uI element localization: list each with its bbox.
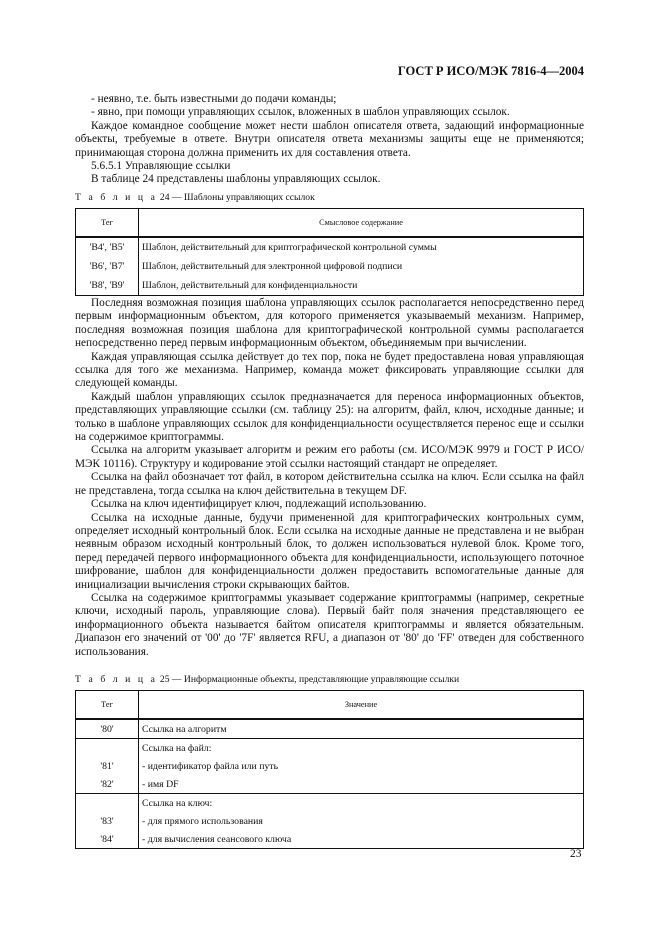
table-row: [76, 257, 584, 276]
paragraph: Последняя возможная позиция шаблона управляющих ссылок располагается непосредственно перед первым информационным объектом, для которого применяется указываемый механизм. Например, последняя возможная позиция шаблона для криптографической контрольной суммы располагается непосредственно перед первым информационным объектом, объединяемым при вычислении.: [75, 297, 584, 350]
tag-cell: '83': [76, 812, 139, 830]
table-row: [76, 794, 584, 813]
column-header: Значение: [139, 691, 584, 720]
column-header: Смысловое содержание: [139, 209, 584, 238]
value-cell: - идентификатор файла или путь: [139, 757, 584, 775]
tag-cell: 'B8', 'B9': [76, 276, 139, 296]
document-header: ГОСТ Р ИСО/МЭК 7816-4—2004: [397, 64, 584, 78]
tag-cell: '82': [76, 775, 139, 794]
paragraph: Ссылка на исходные данные, будучи примененной для криптографических контрольных сумм, определяет исходный контрольный блок. Если ссылка на исходные данные не представлена и не выбран неявным образом исходный контрольный блок, то должен использоваться нулевой блок. Кроме того, перед передачей первого информационного объекта для конфиденциальности, использующего поточное шифрование, шаблон для конфиденциальности должен предоставить вспомогательные данные для инициализации вычисления строки скрывающих байтов.: [75, 511, 584, 591]
paragraph: Ссылка на алгоритм указывает алгоритм и режим его работы (см. ИСО/МЭК 9979 и ГОСТ Р ИСО/МЭК 10116). Структуру и кодирование этой ссылки настоящий стандарт не определяет.: [75, 444, 584, 470]
value-cell: - для прямого использования: [139, 812, 584, 830]
paragraph: Каждая управляющая ссылка действует до тех пор, пока не будет предоставлена новая управляющая ссылка для того же механизма. Например, команда может фиксировать управляющие ссылки для следующей команды.: [75, 350, 584, 390]
tag-cell: '81': [76, 757, 139, 775]
paragraph: Ссылка на файл обозначает тот файл, в котором действительна ссылка на ключ. Если ссылка на файл не представлена, тогда ссылка на ключ действительна в текущем DF.: [75, 471, 584, 497]
paragraph: Каждый шаблон управляющих ссылок предназначается для переноса информационных объектов, представляющих управляющие ссылки (см. таблицу 25): на алгоритм, файл, ключ, исходные данные; и только в шаблоне управляющих ссылок для конфиденциальности осуществляется перенос еще и ссылки на содержимое криптограммы.: [75, 390, 584, 444]
paragraph: Ссылка на содержимое криптограммы указывает содержание криптограммы (например, секретные ключи, исходный пароль, управляющие слова). Первый байт поля значения представляющего ее информационного объекта называется байтом описателя криптограммы и является обязательным. Диапазон его значений от '00' до '7F' является RFU, а диапазон от '80' до 'FF' отведен для собственного использования.: [75, 591, 584, 658]
caption-text: 25 — Информационные объекты, представляющие управляющие ссылки: [159, 674, 460, 685]
caption-text: 24 — Шаблоны управляющих ссылок: [159, 192, 315, 203]
table-row: [76, 757, 584, 775]
table-row: [76, 775, 584, 794]
table-row: [76, 237, 584, 257]
intro-text: [75, 93, 584, 187]
paragraph: В таблице 24 представлены шаблоны управляющих ссылок.: [91, 173, 381, 186]
table-row: [76, 739, 584, 758]
page-number: 23: [570, 848, 582, 860]
table-row: [76, 812, 584, 830]
paragraph: Ссылка на ключ идентифицирует ключ, подлежащий использованию.: [91, 498, 427, 511]
table24-caption: [75, 192, 315, 203]
value-cell: Ссылка на алгоритм: [139, 719, 584, 739]
value-cell: Ссылка на ключ:: [139, 794, 584, 813]
tag-cell: [76, 739, 139, 758]
section-heading: 5.6.5.1 Управляющие ссылки: [91, 160, 231, 173]
tag-cell: '84': [76, 830, 139, 849]
tag-cell: '80': [76, 719, 139, 739]
value-cell: Ссылка на файл:: [139, 739, 584, 758]
column-header: Тег: [76, 691, 139, 720]
body-text: [75, 297, 584, 659]
caption-prefix: Т а б л и ц а: [75, 192, 158, 203]
paragraph: Каждое командное сообщение может нести шаблон описателя ответа, задающий информационные объекты, требуемые в ответе. Внутри описателя ответа механизмы защиты еще не применяются; принимающая сторона должна применить их для составления ответа.: [75, 119, 584, 159]
content-cell: Шаблон, действительный для криптографической контрольной суммы: [139, 237, 584, 257]
column-header: Тег: [76, 209, 139, 238]
value-cell: - имя DF: [139, 775, 584, 794]
tag-cell: 'B6', 'B7': [76, 257, 139, 276]
content-cell: Шаблон, действительный для конфиденциальности: [139, 276, 584, 296]
table-row: [76, 830, 584, 849]
paragraph: - неявно, т.е. быть известными до подачи команды;: [91, 93, 337, 105]
paragraph: - явно, при помощи управляющих ссылок, вложенных в шаблон управляющих ссылок.: [91, 106, 510, 119]
table-24: [75, 208, 584, 296]
table-row: [76, 719, 584, 739]
content-cell: Шаблон, действительный для электронной цифровой подписи: [139, 257, 584, 276]
table-25: [75, 690, 584, 849]
value-cell: - для вычисления сеансового ключа: [139, 830, 584, 849]
tag-cell: [76, 794, 139, 813]
caption-prefix: Т а б л и ц а: [75, 674, 158, 685]
table25-caption: [75, 674, 459, 685]
table-row: [76, 276, 584, 296]
tag-cell: 'B4', 'B5': [76, 237, 139, 257]
